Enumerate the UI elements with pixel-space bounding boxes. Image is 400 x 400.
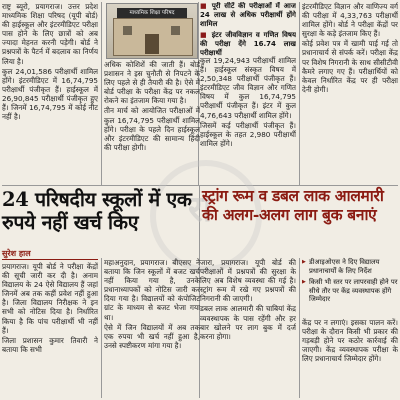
headline-schools-funds: 24 परिषदीय स्कूलों में एक रुपये नहीं खर्च किए [2,188,192,234]
paragraph: जारा, प्रयागराज। यूपी बोर्ड की परीक्षाओं में प्रश्नपत्रों की सुरक्षा के लिए अब विशेष व्यवस्था की गई है। स्ट्रांग रूम में रखे गए प्रश्नपत्रों की निगरानी की जाएगी। [200,258,296,304]
instruction-item: ▶ किसी भी स्तर पर लापरवाही होने पर सीधे तौर पर केंद्र व्यवस्थापक होंगे जिम्मेदार [302,278,398,304]
paragraph: इंटरमीडिएट विज्ञान और वाणिज्य वर्ग की परीक्षा में 4,33,763 परीक्षार्थी शामिल होंगे। बोर्ड ने परीक्षा केंद्रों पर सुरक्षा के कड़े इंतजाम किए हैं। [302,2,398,39]
bullet-icon: ■ [200,2,212,10]
article-column-2-lower [104,258,200,398]
paragraph: ऐसे में जिन विद्यालयों में अब तक एक रुपया भी खर्च नहीं हुआ है, उनसे स्पष्टीकरण मांगा गया है। [104,322,200,350]
article-column-1-lower [2,262,98,398]
paragraph: प्रयागराज। यूपी बोर्ड ने परीक्षा केंद्रों की सूची जारी कर दी है। अनाम विद्यालय के 24 ऐसे विद्यालय हैं जहां जिनमें अब तक कहीं प्रवेश नहीं हुआ है। जिला विद्यालय निरीक्षक ने इन सभी को नोटिस दिया है। निर्धारित किया है कि पांच परीक्षार्थी भी नहीं हैं। [2,262,98,335]
article-column-1 [2,2,98,185]
building-photo [106,3,198,59]
highlight-item: ■ पूरी सीटें की परीक्षाओं में आज 24 लाख से अधिक परीक्षार्थी होंगे शामिल [200,2,296,28]
watermark-logo: रा [187,189,213,230]
paragraph: केंद्र पर न लगाएं। इसका पालन करें। परीक्षा के दौरान किसी भी प्रकार की गड़बड़ी होने पर कठोर कार्रवाई की जाएगी। केंद्र व्यवस्थापक परीक्षा के लिए प्रधानाचार्य जिम्मेदार होंगे। [302,318,398,364]
window-shape [123,26,132,35]
highlights-box [200,2,296,56]
instruction-item: ▶ डीआइओएस ने दिए विद्यालय प्रधानाचार्यों के लिए निर्देश [302,258,398,275]
paragraph: अधिक कोशिशें की जाती हैं। बोर्ड प्रशासन ने इस चुनौती से निपटने के लिए पहले से ही तैयारी की है। ऐसे में बोर्ड परीक्षा के परीक्षा केंद्र पर नकल रोकने का इंतजाम किया गया है। [104,60,200,106]
paragraph: तीन मार्च को आयोजित परीक्षाओं में कुल 16,74,795 परीक्षार्थी शामिल होंगे। परीक्षा के पहले दिन हाईस्कूल और इंटरमीडिएट की सामान्य हिंदी की परीक्षा होगी। [104,106,200,152]
paragraph: महाअनुदान, प्रयागराज। बीएसए ने बताया कि जिन स्कूलों में बजट खर्च नहीं किया गया है, उनके प्रधानाध्यापकों को नोटिस जारी कर दिया गया है। विद्यालयों को कंपोजिट ग्रांट के माध्यम से बजट भेजा गया था। [104,258,200,322]
paragraph: राष्ट्र ब्यूरो, प्रयागराज। उत्तर प्रदेश माध्यमिक शिक्षा परिषद (यूपी बोर्ड) की हाईस्कूल और इंटरमीडिएट परीक्षा पास होने के लिए छात्रों को अब ज्यादा मेहनत करनी पड़ेगी। बोर्ड ने प्रश्नपत्रों के पैटर्न में बदलाव का निर्णय लिया है। [2,2,98,66]
paragraph: कोई प्रवेश पत्र में खामी पाई गई तो प्रधानाचार्य से संपर्क करें। परीक्षा केंद्र पर विशेष निगरानी के साथ सीसीटीवी कैमरे लगाए गए हैं। परीक्षार्थियों को केवल निर्धारित केंद्र पर ही परीक्षा देनी होगी। [302,39,398,94]
paragraph: कुल 19,24,943 परीक्षार्थी शामिल हैं। हाईस्कूल संस्कृत विषय में 2,50,348 परीक्षार्थी पंजीकृत हैं। इंटरमीडिएट जीव विज्ञान और गणित विषय में कुल 16,74,795 परीक्षार्थी पंजीकृत हैं। इंटर में कुल 4,76,643 परीक्षार्थी शामिल होंगे। [200,56,296,120]
paragraph: जिसमें कई परीक्षार्थी पंजीकृत हैं। हाईस्कूल के तहत 2,980 परीक्षार्थी शामिल होंगे। [200,120,296,148]
bullet-icon: ■ [200,31,212,39]
article-column-4-lower [302,318,398,398]
paragraph: कुल 24,01,586 परीक्षार्थी शामिल होंगे। इंटरमीडिएट में 16,74,795 परीक्षार्थी पंजीकृत हैं। हाईस्कूल में 26,90,845 परीक्षार्थी पंजीकृत हुए हैं। जिनमें 16,74,795 में कोई नीट नहीं है। [2,66,98,122]
column-rule [299,2,300,185]
paragraph: जिला प्रशासन कुमार तिवारी ने बताया कि सभी [2,335,98,354]
door-shape [145,34,159,54]
instructions-box [302,258,398,316]
column-rule [101,2,102,185]
paragraph: डबल लाक आलमारी की चाबियां केंद्र व्यवस्थापक के पास रहेंगी और हर बार खोलने पर लाग बुक में दर्ज करना होगा। [200,304,296,341]
headline-strong-room: स्ट्रांग रूम व डबल लाक आलमारी की अलग-अलग लाग बुक बनाएं [202,186,384,224]
photo-sign: माध्यमिक शिक्षा परिषद [117,8,187,18]
article-column-4 [302,2,398,185]
byline-rule [2,259,98,260]
byline: सुरेश हाल [2,249,31,258]
column-rule [299,258,300,398]
window-shape [171,26,180,35]
article-column-3-lower [200,258,296,398]
column-rule [101,258,102,398]
highlight-item: ■ इंटर जीवविज्ञान व गणित विषय की परीक्षा देंगे 16.74 लाख परीक्षार्थी [200,31,296,56]
